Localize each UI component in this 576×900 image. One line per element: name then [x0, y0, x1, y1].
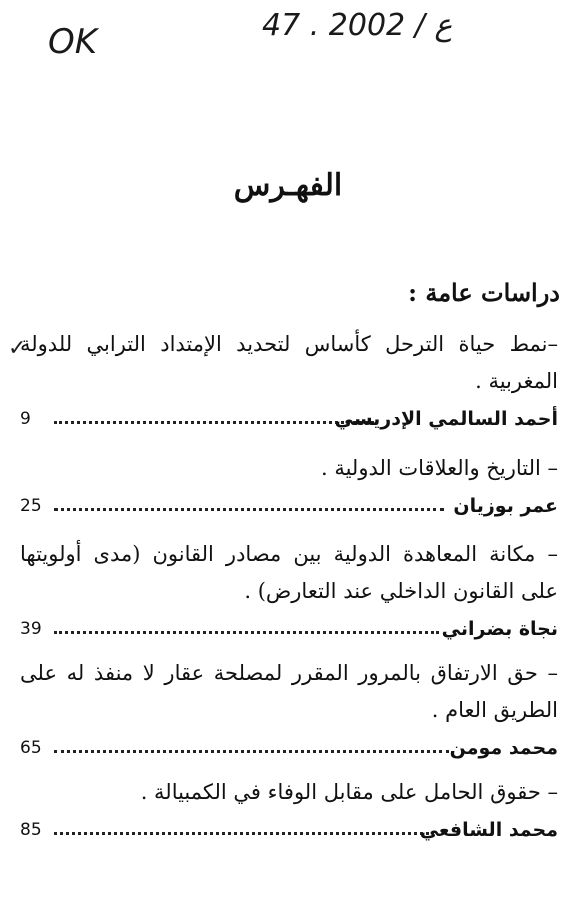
page-number: 65 — [20, 738, 42, 758]
entry-title: –نمط حياة الترحل كأساس لتحديد الإمتداد الترابي للدولة المغربية . — [20, 332, 558, 393]
entry-author: محمد الشافعي — [419, 819, 558, 841]
author-row — [20, 404, 558, 434]
check-mark-icon: ✓ — [8, 336, 27, 361]
entry-author: محمد مومن — [449, 737, 558, 759]
handwritten-ok: OK — [48, 22, 98, 62]
entry-title: – حق الارتفاق بالمرور المقرر لمصلحة عقار لا منفذ له على الطريق العام . — [20, 661, 558, 722]
section-heading: دراسات عامة : — [408, 278, 560, 307]
page-number: 39 — [20, 619, 42, 639]
toc-entry — [20, 326, 558, 434]
toc-entry — [20, 536, 558, 644]
dot-leader — [54, 832, 429, 835]
page-number: 25 — [20, 496, 42, 516]
handwritten-date: 47 . ع / 2002 — [262, 8, 453, 43]
entry-title: – حقوق الحامل على مقابل الوفاء في الكمبيالة . — [140, 780, 558, 804]
author-row — [20, 733, 558, 763]
entry-author: نجاة بضراني — [441, 618, 558, 640]
toc-entry — [20, 655, 558, 763]
entry-author: عمر بوزيان — [453, 495, 558, 517]
dot-leader — [54, 508, 444, 511]
entry-author: أحمد السالمي الإدريسي — [334, 408, 558, 430]
toc-entry — [20, 774, 558, 845]
page-title: الفهـرس — [233, 168, 343, 203]
dot-leader — [54, 750, 449, 753]
author-row — [20, 815, 558, 845]
page-number: 85 — [20, 820, 42, 840]
dot-leader — [54, 421, 374, 424]
author-row — [20, 491, 558, 521]
entry-title: – مكانة المعاهدة الدولية بين مصادر القانون (مدى أولويتها على القانون الداخلي عند التعارض) . — [20, 542, 558, 603]
entry-title: – التاريخ والعلاقات الدولية . — [320, 456, 558, 480]
dot-leader — [54, 631, 439, 634]
page-number: 9 — [20, 409, 31, 429]
author-row — [20, 614, 558, 644]
toc-entry — [20, 450, 558, 521]
